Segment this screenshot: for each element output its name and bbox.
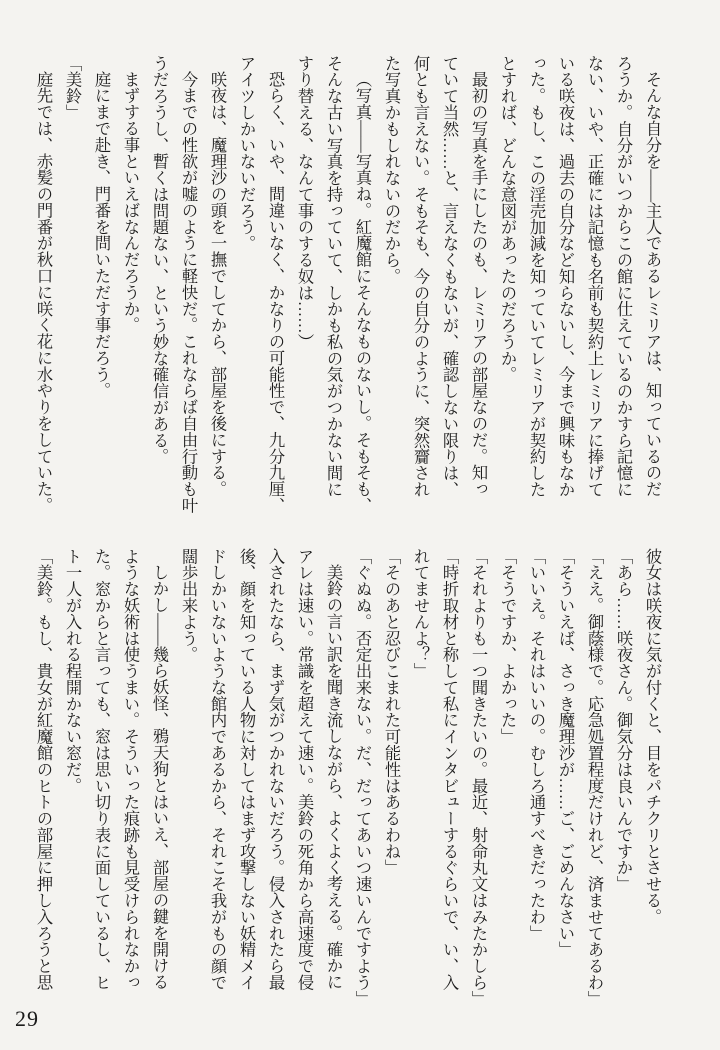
text-column: まずする事といえばなんだろうか。 [121, 71, 140, 334]
text-column: 「ええ。御蔭様で。応急処置程度だけれど、済ませてあるわ」 [585, 548, 604, 1007]
text-column: そんな古い写真を持っていて、しかも私の気がつかない間に [324, 55, 343, 498]
text-column: 「それよりも一つ聞きたいの。最近、射命丸文はみたかしら」 [469, 548, 488, 1007]
text-column: アレは速い。常識を超えて速い。美鈴の死角から高速度で侵 [295, 548, 314, 991]
text-column: 「そうですか、よかった」 [498, 548, 517, 745]
text-column: ドしかいないような館内であるから、それこそ我がもの顔で [208, 548, 227, 991]
text-column: 後、顔を知っている人物に対してはまず攻撃しない妖精メイ [237, 548, 256, 991]
text-column: 「あら……咲夜さん。御気分は良いんですか」 [614, 548, 633, 893]
text-column: 彼女は咲夜に気が付くと、目をパチクリとさせる。 [643, 548, 662, 925]
text-column: 闊歩出来よう。 [179, 548, 198, 663]
text-column: 入されたなら、まず気がつかれないだろう。侵入されたら最 [266, 548, 285, 991]
text-column: れてませんよ？」 [411, 548, 430, 680]
text-column: 恐らく、いや、間違いなく、かなりの可能性で、九分九厘、 [266, 71, 285, 514]
text-column: アイツしかいないだろう。 [237, 55, 256, 252]
text-column: 庭にまで赴き、門番を問いただす事だろう。 [92, 71, 111, 400]
text-column: 「美鈴。もし、貴女が紅魔館のヒトの部屋に押し入ろうと思 [34, 548, 53, 991]
text-block-top [27, 55, 667, 533]
text-column: 「そういえば、さっき魔理沙が……ご、ごめんなさい」 [556, 548, 575, 958]
text-column: 何とも言えない。そもそも、今の自分のように、突然齎され [411, 55, 430, 498]
text-column: ト一人が入れる程開かない窓だ。 [63, 548, 82, 794]
text-column: 今までの性欲が嘘のように軽快だ。これならば自由行動も叶 [179, 71, 198, 514]
text-column: ない、いや、正確には記憶も名前も契約上レミリアに捧げて [585, 55, 604, 498]
text-column: すり替える、なんて事のする奴は……） [295, 55, 314, 351]
text-column: ような妖術は使うまい。そういった痕跡も見受けられなかっ [121, 548, 140, 991]
text-column: った。もし、この淫売加減を知っていてレミリアが契約した [527, 55, 546, 498]
text-column: 「そのあと忍びこまれた可能性はあるわね」 [382, 548, 401, 876]
text-column: いる咲夜は、過去の自分など知らないし、今まで興味もなか [556, 55, 575, 498]
page-number: 29 [15, 1006, 39, 1031]
text-column: 庭先では、赤髪の門番が秋口に咲く花に水やりをしていた。 [34, 71, 53, 514]
text-column: ていて当然……と、言えなくもないが、確認しない限りは、 [440, 55, 459, 498]
text-column: 「美鈴」 [63, 55, 82, 121]
text-column: た。窓からと言っても、窓は思い切り表に面しているし、ヒ [92, 548, 111, 991]
text-column: た写真かもしれないのだから。 [382, 55, 401, 285]
text-column: 美鈴の言い訳を聞き流しながら、よくよく考える。確かに [324, 564, 343, 991]
text-column: 最初の写真を手にしたのも、レミリアの部屋なのだ。知っ [469, 71, 488, 498]
text-column: 咲夜は、魔理沙の頭を一撫でしてから、部屋を後にする。 [208, 71, 227, 498]
text-column: 「いいえ。それはいいの。むしろ通すべきだったわ」 [527, 548, 546, 942]
text-column: （写真――写真ね。紅魔館にそんなものないし。そもそも、 [353, 71, 372, 514]
text-column: ろうか。自分がいつからこの館に仕えているのかすら記憶に [614, 55, 633, 498]
text-block-bottom [27, 548, 667, 1014]
text-column: とすれば、どんな意図があったのだろうか。 [498, 55, 517, 383]
text-column: うだろうし、暫くは問題ない、という妙な確信がある。 [150, 55, 169, 465]
text-column: しかし――幾ら妖怪、鴉天狗とはいえ、部屋の鍵を開ける [150, 564, 169, 991]
text-column: 「ぐぬぬ。否定出来ない。だ、だってあいつ速いんですよう」 [353, 548, 372, 1007]
text-column: 「時折取材と称して私にインタビューするぐらいで、い、入 [440, 548, 459, 991]
text-column: そんな自分を――主人であるレミリアは、知っているのだ [643, 71, 662, 498]
